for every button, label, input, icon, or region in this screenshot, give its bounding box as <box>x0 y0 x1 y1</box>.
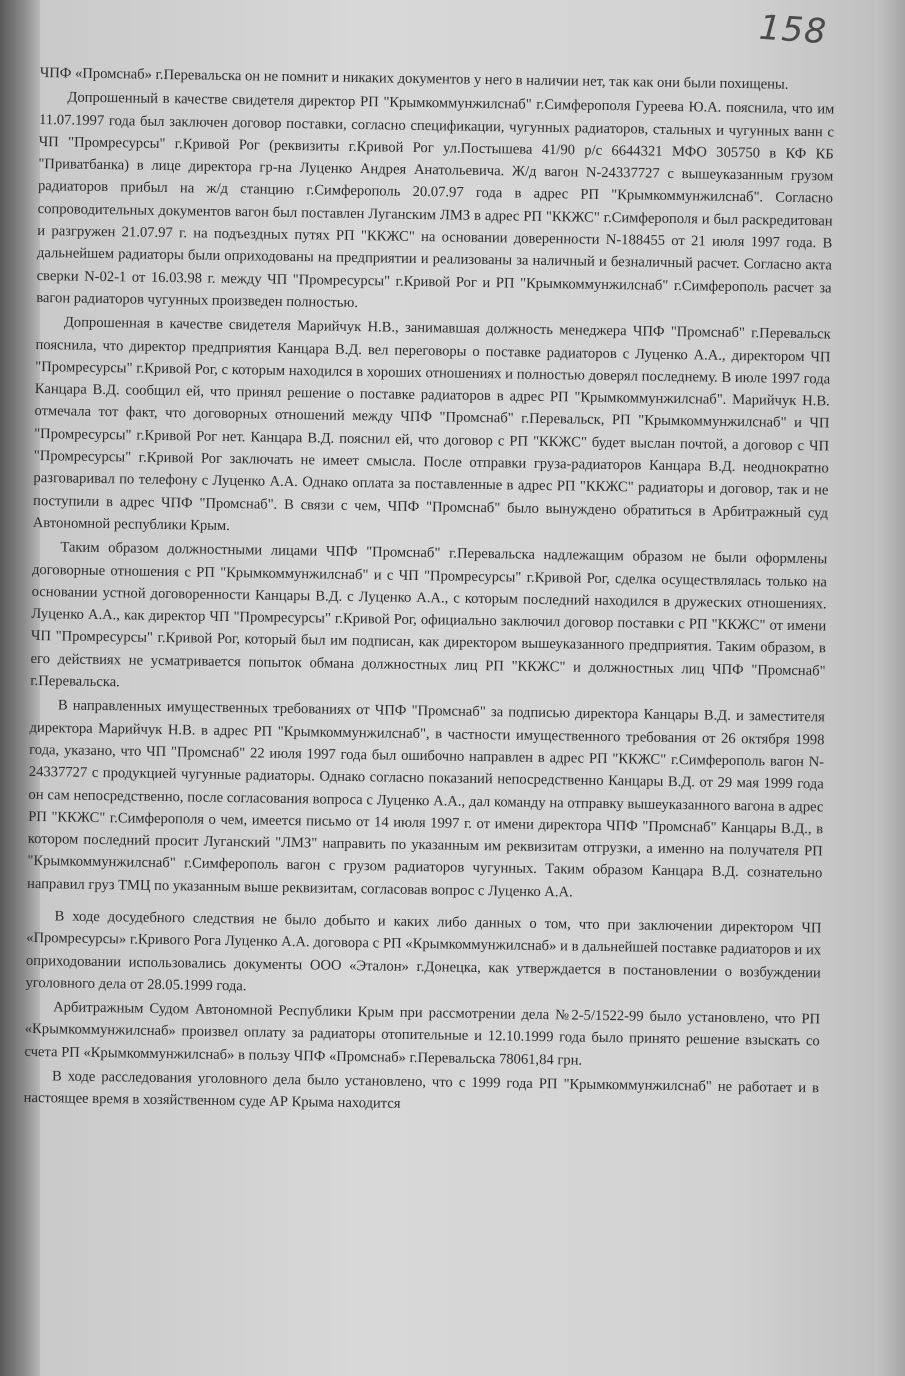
paragraph: В направленных имущественных требованиях от ЧПФ "Промснаб" за подписью директора Канцары В.Д. и заместителя директора Марийчук Н.В. в адрес РП "Крымкоммунжилснаб", в частности имущественного требования от 26 октября 1998 года, указано, что ЧП "Промснаб" 22 июля 1997 года был ошибочно направлен в адрес РП "ККЖС" г.Симферополь вагон N-24337727 с продукцией чугунные радиаторы. Однако согласно показаний непосредственно Канцары В.Д. от 29 мая 1999 года он сам непосредственно, после согласования вопроса с Луценко А.А., дал команду на отправку вышеуказанного вагона в адрес РП "ККЖС" г.Симферополя о чем, имеется письмо от 14 июля 1997 г. от имени директора ЧПФ "Промснаб" Канцары В.Д., в котором последний просит Луганский "ЛМЗ" направить по указанным им реквизитам отгрузки, а именно на получателя РП "Крымкоммунжилснаб" г.Симферополь вагон с грузом радиаторов чугунных. Таким образом Канцара В.Д. сознательно направил груз ТМЦ по указанным выше реквизитам, согласовав вопрос с Луценко А.А. <box>26 697 825 901</box>
paragraph: Арбитражным Судом Автономной Республики Крым при рассмотрении дела №2-5/1522-99 было установлено, что РП «Крымкоммунжилснаб» произвел оплату за радиаторы отопительные и 12.10.1999 года было принято решение взыскать со счета РП «Крымкоммунжилснаб» в пользу ЧПФ «Промснаб» г.Перевальска 78061,84 грн. <box>24 999 821 1069</box>
paragraph: В ходе досудебного следствия не было добыто и каких либо данных о том, что при заключении директором ЧП «Промресурсы» г.Кривого Рога Луценко А.А. договора с РП «Крымкоммунжилснаб» и в дальнейшей поставке радиаторов и их оприходовании использовались документы ООО «Эталон» г.Донецка, как утверждается в постановлении о возбуждении уголовного дела от 28.05.1999 года. <box>25 908 822 995</box>
paragraph: В ходе расследования уголовного дела было установлено, что с 1999 года РП "Крымкоммунжилснаб" не работает и в настоящее время в хозяйственном суде АР Крыма находится <box>23 1068 820 1113</box>
paragraph: ЧПФ «Промснаб» г.Перевальска он не помнит и никаких документов у него в наличии нет, так как они были похищены. <box>39 64 789 93</box>
page-edge <box>875 0 905 1376</box>
paragraph: Допрошенная в качестве свидетеля Марийчук Н.В., занимавшая должность менеджера ЧПФ "Промснаб" г.Перевальск пояснила, что директор предприятия Канцара В.Д. вел переговоры о поставке радиаторов с Луценко А.А., директором ЧП "Промресурсы" г.Кривой Рог, с которым находился в хороших отношениях и полностью доверял последнему. В июле 1997 года Канцара В.Д. сообщил ей, что принял решение о поставке радиаторов в адрес РП "Крымкоммунжилснаб". Марийчук Н.В. отмечала тот факт, что договорных отношений между ЧПФ "Промснаб" г.Перевальск, РП "Крымкоммунжилснаб" и ЧП "Промресурсы" г.Кривой Рог нет. Канцара В.Д. пояснил ей, что договор с РП "ККЖС" будет выслан почтой, а договор с ЧП "Промресурсы" г.Кривой Рог заключать не имеет смысла. После отправки груза-радиаторов Канцара В.Д. неоднократно разговаривал по телефону с Луценко А.А. Однако оплата за поставленные в адрес РП "ККЖС" радиаторы и договор, так и не поступили в адрес ЧПФ "Промснаб". В связи с чем, ЧПФ "Промснаб" было вынуждено обратиться в Арбитражный суд Автономной республики Крым. <box>32 314 831 534</box>
page-number: 158 <box>757 7 829 53</box>
paragraph: Таким образом должностными лицами ЧПФ "Промснаб" г.Перевальска надлежащим образом не были оформлены договорные отношения с РП "Крымкоммунжилснаб" и с ЧП "Промресурсы" г.Кривой Рог, сделка осуществлялась только на основании устной договоренности Канцары В.Д. с Луценко А.А., с которым последний находился в дружеских отношениях. Луценко А.А., как директор ЧП "Промресурсы" г.Кривой Рог, официально заключил договор поставки с РП "ККЖС" от имени ЧП "Промресурсы" г.Кривой Рог, который был им подписан, как директором вышеуказанного предприятия. Таким образом, в его действиях не усматривается попыток обмана должностных лиц РП "ККЖС" и должностных лиц ЧПФ "Промснаб" г.Перевальска. <box>30 539 828 691</box>
paragraph: Допрошенный в качестве свидетеля директор РП "Крымкоммунжилснаб" г.Симферополя Гуреева Ю.А. пояснила, что им 11.07.1997 года был заключен договор поставки, согласно спецификации, чугунных радиаторов, стальных и чугунных ванн с ЧП "Промресурсы" г.Кривой Рог (реквизиты г.Кривой Рог ул.Постышева 41/90 р/с 6644321 МФО 305750 в КФ КБ "Приватбанка) в лице директора гр-на Луценко Андрея Анатольевича. Ж/д вагон N-24337727 с вышеуказанным грузом радиаторов прибыл на ж/д станцию г.Симферополь 20.07.97 года в адрес РП "Крымкоммунжилснаб". Согласно сопроводительных документов вагон был поставлен Луганским ЛМЗ в адрес РП "ККЖС" г.Симферополя и был раскредитован и разгружен 21.07.97 г. на подъездных путях РП "ККЖС" на основании доверенности N-188455 от 21 июля 1997 года. В дальнейшем радиаторы были оприходованы на предприятии и реализованы за наличный и безналичный расчет. Согласно акта сверки N-02-1 от 16.03.98 г. между ЧП "Промресурсы" г.Кривой Рог и РП "Крымкоммунжилснаб" г.Симферополь расчет за вагон радиаторов чугунных произведен полностью. <box>36 89 835 311</box>
document-body <box>24 62 835 1124</box>
